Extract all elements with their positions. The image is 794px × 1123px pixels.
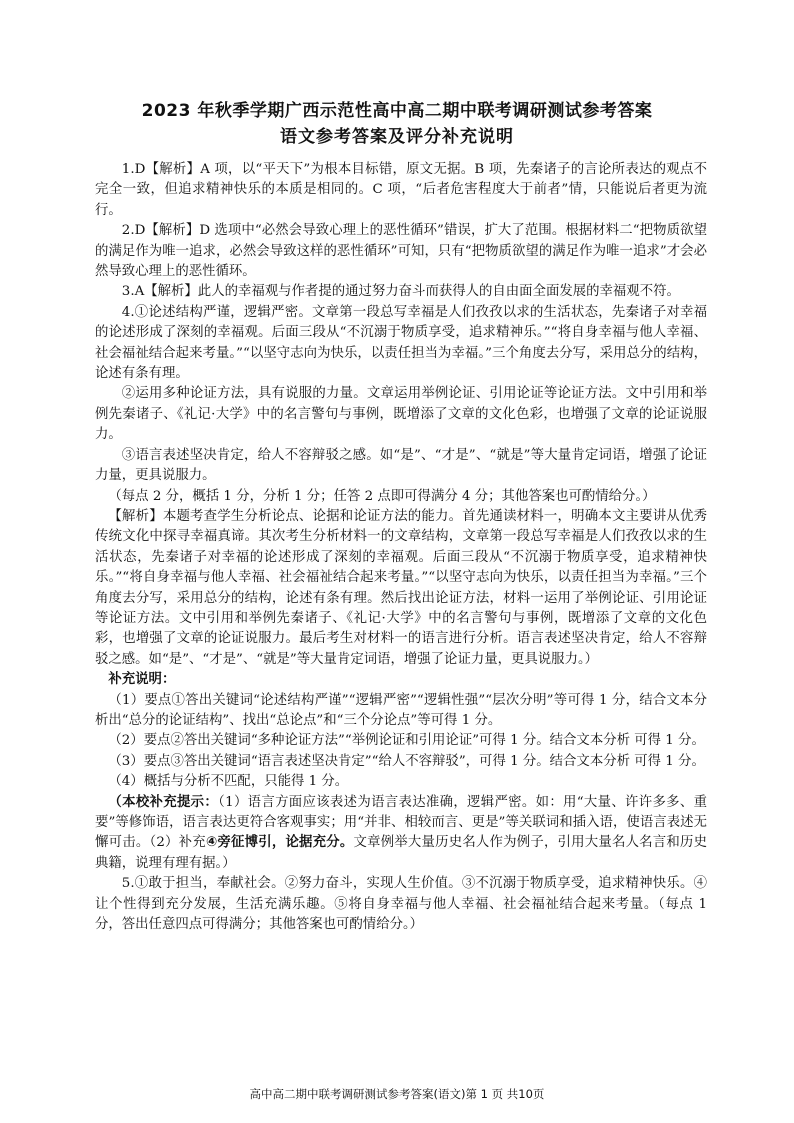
school-supplement-note	[95, 793, 707, 875]
school-supplement-text: （1）语言方面应该表述为语言表达准确，逻辑严密。如：用“大量、许许多多、重要”等修饰语，语言表达更符合客观事实；用“并非、相较而言、更是”等关联词和插入语，使语言表述无懈可击。（2）补充	[95, 794, 707, 851]
supplement-item: （3）要点③答出关键词“语言表述坚决肯定”“给人不容辩驳”，可得 1 分。结合文本分析 可得 1 分。	[108, 753, 705, 769]
answer-q2: 2.D【解析】D 选项中“必然会导致心理上的恶性循环”错误，扩大了范围。根据材料二“把物质欲望的满足作为唯一追求，必然会导致这样的恶性循环”可知，只有“把物质欲望的满足作为唯一追求”才会必然导致心理上的恶性循环。	[95, 223, 707, 280]
answer-q5: 5.①敢于担当，奉献社会。②努力奋斗，实现人生价值。③不沉溺于物质享受，追求精神快乐。④让个性得到充分发展，生活充满乐趣。⑤将自身幸福与他人幸福、社会福祉结合起来考量。（每点 1 分，答出任意四点可得满分；其他答案也可酌情给分。）	[95, 876, 707, 933]
document-title: 2023 年秋季学期广西示范性高中高二期中联考调研测试参考答案	[141, 101, 653, 121]
answer-q4-point2: ②运用多种论证方法，具有说服的力量。文章运用举例论证、引用论证等论证方法。文中引用和举例先秦诸子、《礼记·大学》中的名言警句与事例，既增添了文章的文化色彩，也增强了文章的论证说服力。	[95, 386, 707, 443]
school-supplement-bold: ④旁征博引，论据充分。	[205, 835, 354, 851]
supplement-heading: 补充说明：	[108, 672, 176, 688]
school-supplement-text-end: 文章例举大量历史名人作为例子，引用大量名人名言和历史典籍，说理有理有据。）	[95, 835, 707, 871]
answer-q4-point1: 4.①论述结构严谨，逻辑严密。文章第一段总写幸福是人们孜孜以求的生活状态，先秦诸子对幸福的论述形成了深刻的幸福观。后面三段从“不沉溺于物质享受，追求精神乐。”“将自身幸福与他人幸福、社会福祉结合起来考量。”“以坚守志向为快乐，以责任担当为幸福。”三个角度去分写，采用总分的结构，论述有条有理。	[95, 304, 707, 382]
school-supplement-label: （本校补充提示：	[108, 794, 219, 810]
answer-q4-point3: ③语言表述坚决肯定，给人不容辩驳之感。如“是”、“才是”、“就是”等大量肯定词语，增强了论证力量，更具说服力。	[95, 447, 707, 484]
supplement-item: （4）概括与分析不匹配，只能得 1 分。	[108, 774, 349, 790]
document-body	[95, 160, 707, 935]
answer-q1: 1.D【解析】A 项，以“平天下”为根本目标错，原文无据。B 项，先秦诸子的言论所表达的观点不完全一致，但追求精神快乐的本质是相同的。C 项，“后者危害程度大于前者”情，只能说后者更为流行。	[95, 162, 707, 218]
answer-q4-scoring: （每点 2 分，概括 1 分，分析 1 分；任答 2 点即可得满分 4 分；其他答案也可酌情给分。）	[108, 488, 656, 504]
page-footer: 高中高二期中联考调研测试参考答案(语文)第 1 页 共10页	[249, 1087, 545, 1101]
answer-q4-analysis: 【解析】本题考查学生分析论点、论据和论证方法的能力。首先通读材料一，明确本文主要讲从优秀传统文化中探寻幸福真谛。其次考生分析材料一的文章结构，文章第一段总写幸福是人们孜孜以求的生活状态，先秦诸子对幸福的论述形成了深刻的幸福观。后面三段从“不沉溺于物质享受，追求精神快乐。”“将自身幸福与他人幸福、社会福祉结合起来考量。”“以坚守志向为快乐，以责任担当为幸福。”三个角度去分写，采用总分的结构，论述有条有理。然后找出论证方法，材料一运用了举例论证、引用论证等论证方法。文中引用和举例先秦诸子、《礼记·大学》中的名言警句与事例，既增添了文章的文化色彩，也增强了文章的论证说服力。最后考生对材料一的语言进行分析。语言表述坚决肯定，给人不容辩驳之感。如“是”、“才是”、“就是”等大量肯定词语，增强了论证力量，更具说服力。）	[95, 508, 707, 667]
supplement-item: （2）要点②答出关键词“多种论证方法”“举例论证和引用论证”可得 1 分。结合文本分析 可得 1 分。	[108, 733, 705, 749]
supplement-item: （1）要点①答出关键词“论述结构严谨”“逻辑严密”“逻辑性强”“层次分明”等可得 1 分，结合文本分析出“总分的论证结构”、找出“总论点”和“三个分论点”等可得 1 分。	[95, 692, 707, 728]
answer-q3: 3.A【解析】此人的幸福观与作者提的通过努力奋斗而获得人的自由面全面发展的幸福观不符。	[121, 284, 680, 300]
document-subtitle: 语文参考答案及评分补充说明	[280, 127, 514, 147]
